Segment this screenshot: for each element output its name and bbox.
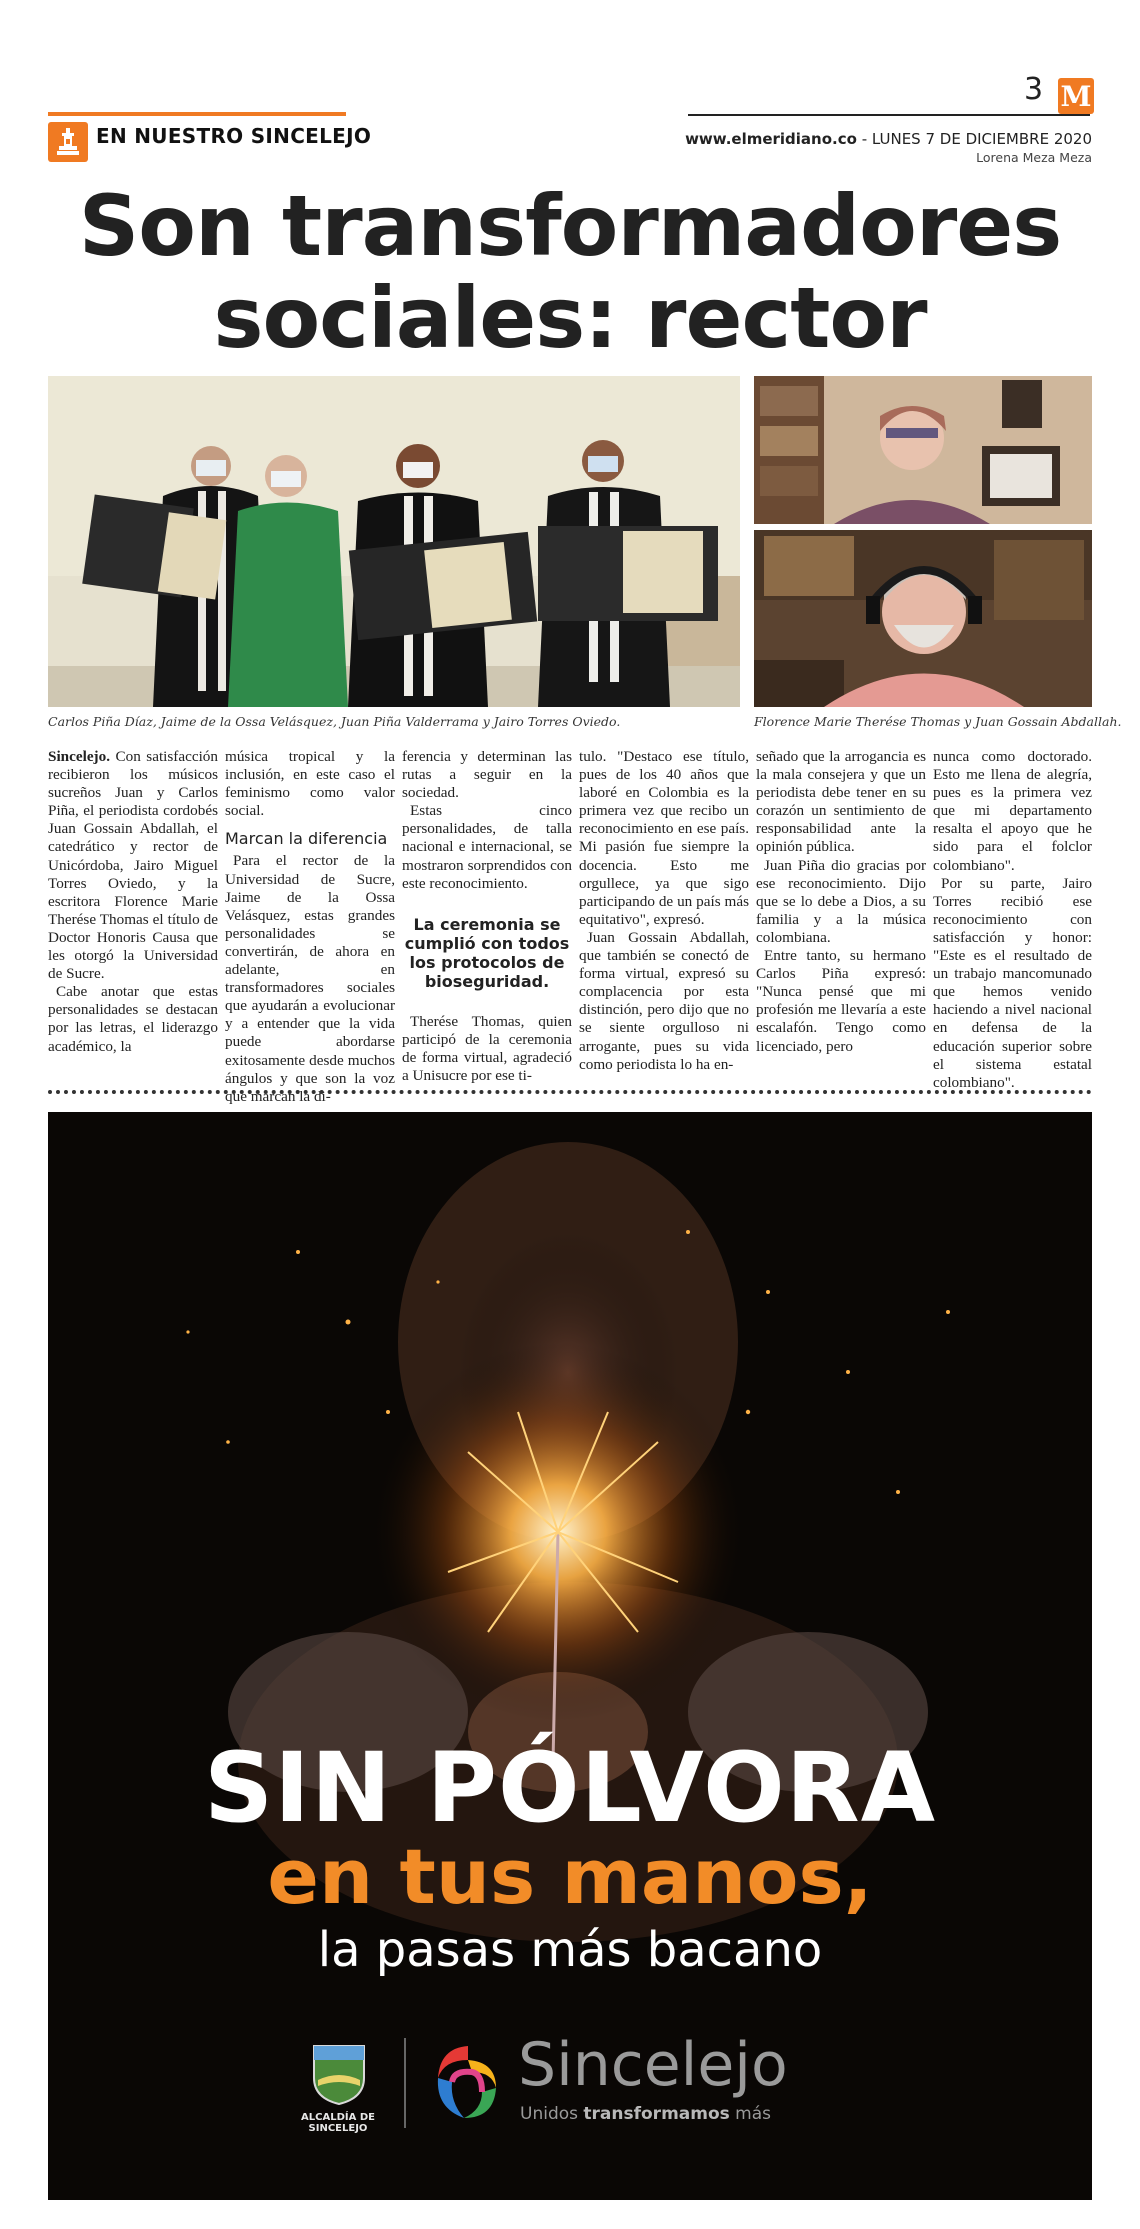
headline-line-2: sociales: rector (213, 269, 927, 367)
sincelejo-swirl-logo-icon (430, 2038, 506, 2128)
ad-subheadline: en tus manos, (267, 1832, 873, 1921)
article-column-3 (402, 748, 572, 1085)
headline (20, 177, 1120, 367)
virtual-attendee-photo-2 (754, 530, 1092, 707)
article-paragraph: Juan Gossain Abdallah, que también se conectó de forma virtual, expresó su complacencia por esta distinción, pero dijo que no se siente orgulloso ni arrogante, pues su vida como periodista lo ha en- (579, 928, 749, 1073)
alcaldia-shield-icon (310, 2040, 368, 2106)
photo-caption-side: Florence Marie Therése Thomas y Juan Gossain Abdallah. (754, 714, 1122, 729)
article-paragraph: Estas cinco personalidades, de talla nacional e internacional, se mostraron sorprendidos con este reconocimiento. (402, 802, 572, 892)
monument-icon (48, 122, 88, 162)
article-paragraph: Juan Piña dio gracias por ese reconocimiento. Dijo que se lo debe a Dios, a su familia y a la música colombiana. (756, 856, 926, 946)
article-paragraph: ferencia y determinan las rutas a seguir en la sociedad. (402, 748, 572, 802)
article-paragraph: nunca como doctorado. Esto me llena de alegría, pues es la primera vez que mi departamento resalta el apoyo que he sido para el folclor colombiano". (933, 748, 1092, 874)
dateline-city: Sincelejo. (48, 748, 111, 765)
article-paragraph: tulo. "Destaco ese título, pues de los 40 años que laboré en Colombia es la primera vez que recibo un reconocimiento en ese país. Mi pasión fue siempre la docencia. Esto me orgullece, ya que sigo participando de un país más equitativo", expresó. (579, 748, 749, 928)
page-number: 3 (1024, 72, 1044, 107)
article-paragraph: señado que la arrogancia es la mala consejera y que un periodista debe tener en su corazón un sentimiento de responsabilidad ante la opinión pública. (756, 748, 926, 856)
section-label: EN NUESTRO SINCELEJO (96, 124, 372, 148)
section-accent-bar (48, 112, 346, 116)
el-meridiano-logo: M (1058, 78, 1094, 114)
article-subhead: Marcan la diferencia (225, 829, 388, 849)
article-paragraph: Therése Thomas, quien participó de la ceremonia de forma virtual, agradeció a Unisucre por ese ti- (402, 1012, 572, 1085)
article-column-1 (48, 748, 218, 1056)
article-column-4 (579, 748, 749, 1074)
article-paragraph: Entre tanto, su hermano Carlos Piña expresó: "Nunca pensé que mi profesión me llevaría a este escalafón. Tengo como licenciado, pero (756, 947, 926, 1055)
article-paragraph: Cabe anotar que estas personalidades se destacan por las letras, el liderazgo académico, la (48, 983, 218, 1055)
website-link[interactable]: www.elmeridiano.co (685, 130, 857, 148)
slogan-emphasis: transformamos (583, 2104, 730, 2124)
article-paragraph: música tropical y la inclusión, en este caso el feminismo como valor social. (225, 748, 395, 820)
slogan-text-end: más (729, 2104, 772, 2124)
slogan-text: Unidos (520, 2104, 584, 2124)
ad-tagline: la pasas más bacano (317, 1922, 823, 1978)
header-rule (688, 114, 1090, 116)
article-paragraph: Por su parte, Jairo Torres recibió ese reconocimiento con satisfacción y honor: "Este es el resultado de un trabajo mancomunado que hemos venido haciendo a nivel nacional en defensa de la educación superior sobre el sistema estatal colombiano". (933, 874, 1092, 1091)
article-column-6 (933, 748, 1092, 1092)
author-name: Lorena Meza Meza (976, 150, 1092, 165)
brand-slogan (520, 2104, 771, 2124)
logo-divider (404, 2038, 406, 2128)
article-column-2 (225, 748, 395, 1106)
photo-caption-main: Carlos Piña Díaz, Jaime de la Ossa Velásquez, Juan Piña Valderrama y Jairo Torres Oviedo. (48, 714, 621, 729)
ceremony-photo (48, 376, 740, 707)
virtual-attendee-photo-1 (754, 376, 1092, 524)
brand-name: Sincelejo (518, 2030, 788, 2100)
section-divider (48, 1090, 1092, 1094)
article-paragraph: Para el rector de la Universidad de Sucre, Jaime de la Ossa Velásquez, estas grandes personalidades se convertirán, de ahora en adelante, en transformadores sociales que ayudarán a evolucionar y a entender que la vida puede abordarse exitosamente desde muchos ángulos y que son la voz que marcan la di- (225, 852, 395, 1105)
advertisement (48, 1112, 1092, 2200)
dateline (685, 130, 1092, 148)
headline-line-1: Son transformadores (78, 177, 1062, 275)
ad-headline: SIN PÓLVORA (204, 1732, 936, 1844)
pull-quote: La ceremonia se cumplió con todos los protocolos de bioseguridad. (404, 914, 570, 991)
alcaldia-label: ALCALDÍA DE SINCELEJO (301, 2112, 375, 2134)
article-paragraph: Con satisfacción recibieron los músicos sucreños Juan y Carlos Piña, el periodista cordobés Juan Gossain Abdallah, el catedrático y rector de Unicórdoba, Jairo Miguel Torres Oviedo, y la escritora Florence Marie Therése Thomas el título de Doctor Honoris Causa que les otorgó la Universidad de Sucre. (48, 748, 218, 983)
issue-date: - LUNES 7 DE DICIEMBRE 2020 (856, 130, 1092, 148)
article-column-5 (756, 748, 926, 1056)
